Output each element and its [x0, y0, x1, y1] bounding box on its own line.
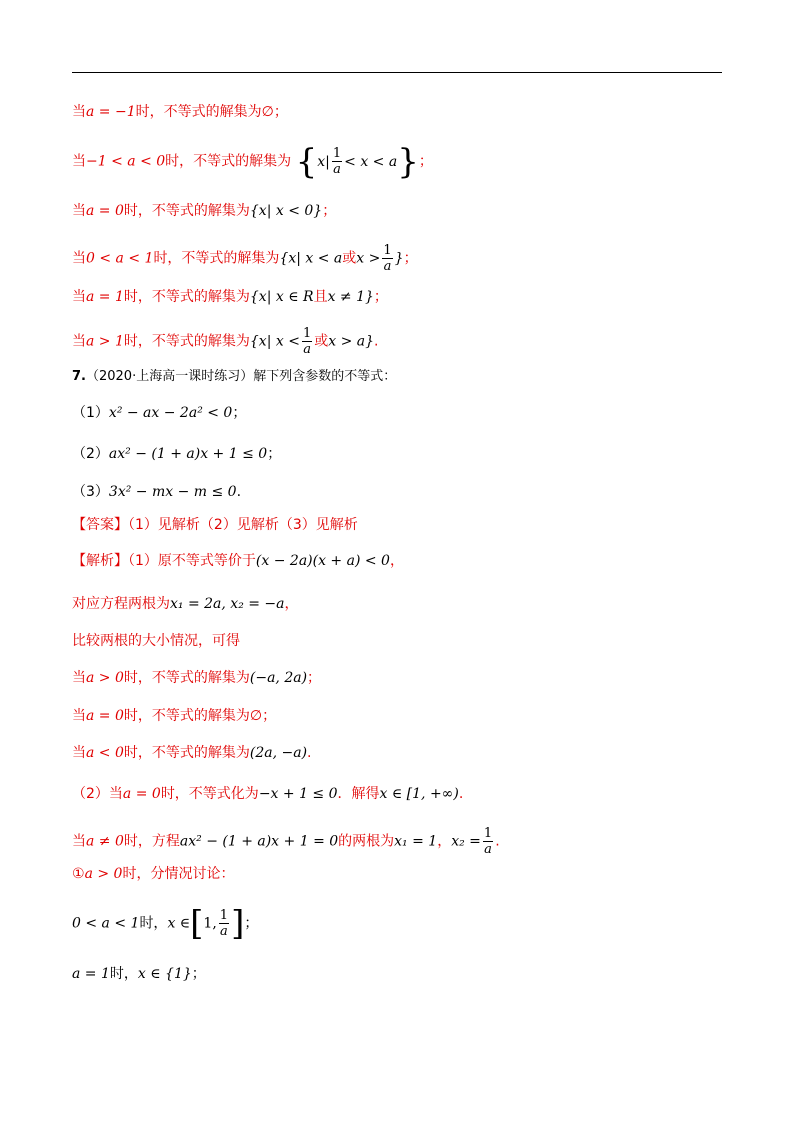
math: −1 < a < 0	[86, 153, 166, 170]
compare-line: 比较两根的大小情况，可得	[72, 633, 240, 649]
math: 0 < a < 1	[86, 250, 154, 267]
case-a-eq-0-b: 当a = 0时，不等式的解集为∅；	[72, 708, 277, 724]
fraction: $\frac{1}{a}$	[332, 146, 342, 177]
text: 且	[313, 289, 328, 305]
math: a = 1	[86, 289, 124, 305]
math: {x| x <	[249, 333, 300, 350]
answer-line	[72, 515, 358, 535]
answer-text: （1）见解析（2）见解析（3）见解析	[128, 517, 358, 533]
math: a ≠ 0	[86, 833, 124, 850]
case-a-gt-0: 当a > 0时，不等式的解集为(−a, 2a)；	[72, 670, 322, 686]
text: 时，不等式的解集为	[123, 333, 250, 350]
case-a-eq-minus1	[72, 102, 288, 122]
text: 当	[72, 333, 86, 350]
case-a-gt-1	[72, 326, 378, 357]
question-number: 7.	[72, 369, 86, 384]
math: {x| x < 0}	[249, 203, 323, 219]
subcase-a-eq-1: a = 1时，x ∈ {1}；	[72, 966, 206, 982]
math: (x − 2a)(x + a) < 0	[255, 553, 390, 569]
math: x ∈ [1, +∞)	[379, 786, 459, 802]
math: a > 1	[86, 333, 124, 350]
analysis-line: 【解析】（1）原不等式等价于(x − 2a)(x + a) < 0，	[72, 553, 404, 569]
text: 当	[72, 104, 86, 120]
math: }	[394, 250, 404, 267]
text: .	[374, 333, 379, 350]
math: −x + 1 ≤ 0	[258, 786, 338, 802]
math: ax² − (1 + a)x + 1 = 0	[179, 833, 339, 850]
subcase-0-lt-a-lt-1: 0 < a < 1时，x ∈[1, $\frac{1}{a}$ ]；	[72, 903, 259, 944]
math: a = −1	[86, 104, 136, 120]
part-3: （3）3x² − mx − m ≤ 0.	[72, 484, 242, 500]
math: a > 0	[84, 866, 123, 882]
math: x ≠ 1}	[327, 289, 374, 305]
math: a = 1	[72, 966, 110, 982]
math: a = 0	[86, 708, 124, 724]
roots-line: 对应方程两根为x₁ = 2a, x₂ = −a，	[72, 596, 299, 612]
text: 当	[72, 203, 86, 219]
text: 当	[72, 250, 86, 267]
header-rule	[72, 72, 722, 73]
fraction: $\frac{1}{a}$	[483, 826, 493, 857]
text: 时，不等式的解集为	[165, 153, 292, 170]
math: x|	[317, 153, 330, 170]
math: x₂ =	[451, 833, 481, 850]
question-source: （2020·上海高一课时练习）	[85, 369, 254, 384]
math: a = 0	[86, 203, 124, 219]
answer-tag: 【答案】	[72, 517, 128, 533]
math: x ∈	[167, 915, 191, 932]
text: ；	[403, 250, 418, 267]
math: x > a}	[328, 333, 374, 350]
math: {x| x < a	[279, 250, 343, 267]
left-bracket: [	[190, 903, 204, 944]
text: 当	[72, 153, 86, 170]
fraction: $\frac{1}{a}$	[302, 326, 312, 357]
math: x² − ax − 2a² < 0	[108, 405, 233, 421]
case-a-eq-1	[72, 287, 388, 307]
text: 或	[314, 333, 329, 350]
analysis-tag: 【解析】	[72, 553, 128, 569]
part-1: （1）x² − ax − 2a² < 0；	[72, 405, 247, 421]
case-0-lt-a-lt-1	[72, 243, 418, 274]
math: x₁ = 2a, x₂ = −a	[170, 596, 285, 612]
fraction: $\frac{1}{a}$	[383, 243, 392, 274]
math: 0 < a < 1	[72, 915, 140, 932]
text: ；	[322, 203, 337, 219]
right-brace: }	[397, 141, 419, 182]
text: ；	[418, 153, 433, 170]
math: a = 0	[122, 786, 161, 802]
case-circle1-a-gt-0: ①a > 0时，分情况讨论：	[72, 866, 235, 882]
math: x ∈ {1}	[137, 966, 192, 982]
part2-a-neq-0: 当a ≠ 0时，方程ax² − (1 + a)x + 1 = 0的两根为x₁ = 1，x₂ = $\frac{1}{a}$ .	[72, 826, 500, 857]
text: 当	[72, 289, 86, 305]
case-minus1-lt-a-lt-0	[72, 141, 433, 182]
math: a < 0	[86, 745, 124, 761]
left-brace: {	[295, 141, 318, 182]
text: ；	[373, 289, 388, 305]
math: ax² − (1 + a)x + 1 ≤ 0	[108, 446, 268, 462]
case-a-lt-0: 当a < 0时，不等式的解集为(2a, −a).	[72, 745, 312, 761]
math: (2a, −a)	[249, 745, 308, 761]
math: < x < a	[344, 153, 398, 170]
text: 时，不等式的解集为	[123, 203, 250, 219]
case-a-eq-0	[72, 201, 336, 221]
math: 3x² − mx − m ≤ 0	[108, 484, 237, 500]
math: 1,	[203, 915, 217, 932]
math: a > 0	[86, 670, 124, 686]
math: x >	[356, 250, 381, 267]
part-2: （2）ax² − (1 + a)x + 1 ≤ 0；	[72, 446, 282, 462]
text: 或	[342, 250, 357, 267]
math: {x| x ∈ R	[249, 289, 314, 305]
text: 时，不等式的解集为∅；	[135, 104, 288, 120]
text: 时，不等式的解集为	[153, 250, 280, 267]
math: (−a, 2a)	[249, 670, 308, 686]
right-bracket: ]	[231, 903, 245, 944]
text: 时，不等式的解集为	[123, 289, 250, 305]
part2-a-eq-0: （2）当a = 0时，不等式化为−x + 1 ≤ 0．解得x ∈ [1, +∞).	[72, 786, 464, 802]
fraction: $\frac{1}{a}$	[219, 908, 229, 939]
question-text: 解下列含参数的不等式：	[253, 369, 397, 384]
question-7	[72, 367, 396, 387]
math: x₁ = 1	[394, 833, 438, 850]
